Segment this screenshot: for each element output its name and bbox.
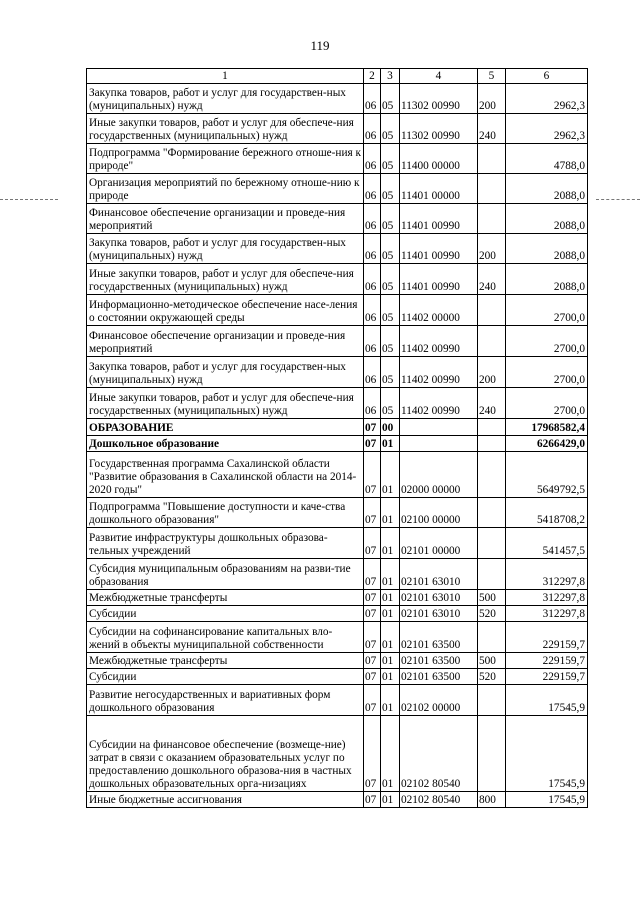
section-code-cell: 07 (364, 653, 381, 669)
expense-type-cell: 240 (478, 114, 506, 144)
row-name-cell: Закупка товаров, работ и услуг для государствен-ных (муниципальных) нужд (87, 357, 364, 388)
row-name-cell: Субсидии (87, 669, 364, 685)
column-header: 6 (506, 69, 588, 84)
amount-cell: 2088,0 (506, 204, 588, 234)
table-row (87, 234, 588, 264)
section-code-cell: 06 (364, 84, 381, 114)
target-article-cell: 02102 80540 (400, 792, 478, 808)
target-article-cell: 02101 00000 (400, 528, 478, 559)
table-row (87, 792, 588, 808)
target-article-cell: 11402 00990 (400, 326, 478, 357)
expense-type-cell (478, 419, 506, 436)
table-row (87, 669, 588, 685)
table-row (87, 452, 588, 498)
section-code-cell: 06 (364, 388, 381, 419)
table-row (87, 590, 588, 606)
row-name-cell: Субсидии на софинансирование капитальных вло-жений в объекты муниципальной собственности (87, 622, 364, 653)
target-article-cell: 11402 00990 (400, 388, 478, 419)
section-code-cell: 07 (364, 606, 381, 622)
subsection-code-cell: 01 (381, 685, 400, 716)
table-row (87, 357, 588, 388)
subsection-code-cell: 01 (381, 590, 400, 606)
column-header: 4 (400, 69, 478, 84)
target-article-cell: 11401 00990 (400, 204, 478, 234)
row-name-cell: Субсидия муниципальным образованиям на разви-тие образования (87, 559, 364, 590)
amount-cell: 6266429,0 (506, 436, 588, 452)
table-row (87, 388, 588, 419)
amount-cell: 4788,0 (506, 144, 588, 174)
amount-cell: 2700,0 (506, 357, 588, 388)
amount-cell: 229159,7 (506, 653, 588, 669)
subsection-code-cell: 01 (381, 436, 400, 452)
section-code-cell: 06 (364, 174, 381, 204)
subsection-code-cell: 01 (381, 792, 400, 808)
page-number: 119 (310, 38, 330, 53)
expense-type-cell: 240 (478, 264, 506, 295)
row-name-cell: Государственная программа Сахалинской области "Развитие образования в Сахалинской области на 2014-2020 годы" (87, 452, 364, 498)
expense-type-cell: 500 (478, 590, 506, 606)
section-code-cell: 07 (364, 419, 381, 436)
row-name-cell: Закупка товаров, работ и услуг для государствен-ных (муниципальных) нужд (87, 234, 364, 264)
subsection-code-cell: 05 (381, 264, 400, 295)
amount-cell: 229159,7 (506, 669, 588, 685)
target-article-cell: 02102 80540 (400, 716, 478, 792)
subsection-code-cell: 01 (381, 528, 400, 559)
row-name-cell: Дошкольное образование (87, 436, 364, 452)
target-article-cell: 02101 63500 (400, 653, 478, 669)
target-article-cell: 02102 00000 (400, 685, 478, 716)
table-row (87, 204, 588, 234)
subsection-code-cell: 05 (381, 357, 400, 388)
target-article-cell: 02101 63500 (400, 669, 478, 685)
section-code-cell: 07 (364, 792, 381, 808)
subsection-code-cell: 01 (381, 559, 400, 590)
section-code-cell: 06 (364, 326, 381, 357)
subsection-code-cell: 01 (381, 498, 400, 528)
section-code-cell: 07 (364, 716, 381, 792)
row-name-cell: Развитие негосударственных и вариативных форм дошкольного образования (87, 685, 364, 716)
amount-cell: 17968582,4 (506, 419, 588, 436)
section-code-cell: 07 (364, 559, 381, 590)
column-header: 5 (478, 69, 506, 84)
table-row (87, 528, 588, 559)
section-code-cell: 06 (364, 114, 381, 144)
table-row (87, 264, 588, 295)
table-row (87, 144, 588, 174)
subsection-code-cell: 05 (381, 295, 400, 326)
table-row (87, 436, 588, 452)
table-row (87, 419, 588, 436)
table-row (87, 622, 588, 653)
subsection-code-cell: 01 (381, 716, 400, 792)
amount-cell: 17545,9 (506, 716, 588, 792)
amount-cell: 2700,0 (506, 388, 588, 419)
section-code-cell: 07 (364, 669, 381, 685)
expense-type-cell: 800 (478, 792, 506, 808)
fold-mark-left (0, 199, 58, 200)
subsection-code-cell: 01 (381, 452, 400, 498)
table-row (87, 653, 588, 669)
budget-table (86, 68, 588, 808)
row-name-cell: ОБРАЗОВАНИЕ (87, 419, 364, 436)
subsection-code-cell: 05 (381, 174, 400, 204)
subsection-code-cell: 01 (381, 653, 400, 669)
subsection-code-cell: 05 (381, 234, 400, 264)
target-article-cell: 02100 00000 (400, 498, 478, 528)
amount-cell: 312297,8 (506, 590, 588, 606)
table-row (87, 326, 588, 357)
target-article-cell: 11402 00000 (400, 295, 478, 326)
column-header: 2 (364, 69, 381, 84)
row-name-cell: Субсидии (87, 606, 364, 622)
target-article-cell: 11302 00990 (400, 114, 478, 144)
target-article-cell (400, 436, 478, 452)
amount-cell: 2088,0 (506, 264, 588, 295)
row-name-cell: Организация мероприятий по бережному отноше-нию к природе (87, 174, 364, 204)
expense-type-cell: 500 (478, 653, 506, 669)
row-name-cell: Финансовое обеспечение организации и проведе-ния мероприятий (87, 326, 364, 357)
expense-type-cell (478, 528, 506, 559)
row-name-cell: Информационно-методическое обеспечение насе-ления о состоянии окружающей среды (87, 295, 364, 326)
section-code-cell: 06 (364, 234, 381, 264)
section-code-cell: 07 (364, 498, 381, 528)
amount-cell: 2700,0 (506, 326, 588, 357)
amount-cell: 229159,7 (506, 622, 588, 653)
section-code-cell: 07 (364, 590, 381, 606)
target-article-cell: 02101 63500 (400, 622, 478, 653)
subsection-code-cell: 01 (381, 669, 400, 685)
row-name-cell: Иные закупки товаров, работ и услуг для обеспече-ния государственных (муниципальных) нужд (87, 264, 364, 295)
expense-type-cell (478, 326, 506, 357)
amount-cell: 312297,8 (506, 559, 588, 590)
expense-type-cell (478, 295, 506, 326)
section-code-cell: 06 (364, 295, 381, 326)
table-row (87, 84, 588, 114)
row-name-cell: Закупка товаров, работ и услуг для государствен-ных (муниципальных) нужд (87, 84, 364, 114)
table-row (87, 716, 588, 792)
table-row (87, 498, 588, 528)
target-article-cell: 11401 00000 (400, 174, 478, 204)
section-code-cell: 06 (364, 144, 381, 174)
row-name-cell: Иные закупки товаров, работ и услуг для обеспече-ния государственных (муниципальных) нужд (87, 388, 364, 419)
subsection-code-cell: 05 (381, 114, 400, 144)
expense-type-cell: 520 (478, 606, 506, 622)
row-name-cell: Субсидии на финансовое обеспечение (возмеще-ние) затрат в связи с оказанием образовательных услуг по предоставлению дошкольного образова-ния в частных дошкольных образовательных орга-низациях (87, 716, 364, 792)
subsection-code-cell: 01 (381, 606, 400, 622)
amount-cell: 541457,5 (506, 528, 588, 559)
section-code-cell: 06 (364, 357, 381, 388)
expense-type-cell (478, 174, 506, 204)
expense-type-cell: 200 (478, 234, 506, 264)
target-article-cell (400, 419, 478, 436)
table-row (87, 174, 588, 204)
subsection-code-cell: 05 (381, 144, 400, 174)
amount-cell: 17545,9 (506, 685, 588, 716)
row-name-cell: Межбюджетные трансферты (87, 653, 364, 669)
expense-type-cell (478, 716, 506, 792)
amount-cell: 2962,3 (506, 114, 588, 144)
expense-type-cell (478, 452, 506, 498)
section-code-cell: 06 (364, 264, 381, 295)
expense-type-cell: 240 (478, 388, 506, 419)
fold-mark-right (596, 199, 640, 200)
section-code-cell: 07 (364, 622, 381, 653)
column-header: 1 (87, 69, 364, 84)
expense-type-cell (478, 622, 506, 653)
amount-cell: 5418708,2 (506, 498, 588, 528)
target-article-cell: 11401 00990 (400, 234, 478, 264)
row-name-cell: Развитие инфраструктуры дошкольных образова-тельных учреждений (87, 528, 364, 559)
subsection-code-cell: 05 (381, 326, 400, 357)
amount-cell: 312297,8 (506, 606, 588, 622)
expense-type-cell: 520 (478, 669, 506, 685)
table-row (87, 606, 588, 622)
table-row (87, 295, 588, 326)
subsection-code-cell: 05 (381, 84, 400, 114)
section-code-cell: 07 (364, 685, 381, 716)
expense-type-cell (478, 685, 506, 716)
row-name-cell: Подпрограмма "Повышение доступности и каче-ства дошкольного образования" (87, 498, 364, 528)
target-article-cell: 11400 00000 (400, 144, 478, 174)
amount-cell: 2962,3 (506, 84, 588, 114)
subsection-code-cell: 01 (381, 622, 400, 653)
expense-type-cell: 200 (478, 357, 506, 388)
table-row (87, 114, 588, 144)
expense-type-cell (478, 144, 506, 174)
subsection-code-cell: 05 (381, 388, 400, 419)
amount-cell: 5649792,5 (506, 452, 588, 498)
subsection-code-cell: 05 (381, 204, 400, 234)
target-article-cell: 11302 00990 (400, 84, 478, 114)
subsection-code-cell: 00 (381, 419, 400, 436)
expense-type-cell (478, 559, 506, 590)
amount-cell: 2088,0 (506, 234, 588, 264)
amount-cell: 17545,9 (506, 792, 588, 808)
expense-type-cell (478, 498, 506, 528)
section-code-cell: 07 (364, 528, 381, 559)
target-article-cell: 02101 63010 (400, 606, 478, 622)
row-name-cell: Финансовое обеспечение организации и проведе-ния мероприятий (87, 204, 364, 234)
expense-type-cell: 200 (478, 84, 506, 114)
target-article-cell: 11401 00990 (400, 264, 478, 295)
target-article-cell: 02101 63010 (400, 590, 478, 606)
row-name-cell: Иные бюджетные ассигнования (87, 792, 364, 808)
section-code-cell: 07 (364, 452, 381, 498)
amount-cell: 2088,0 (506, 174, 588, 204)
target-article-cell: 11402 00990 (400, 357, 478, 388)
section-code-cell: 07 (364, 436, 381, 452)
target-article-cell: 02000 00000 (400, 452, 478, 498)
amount-cell: 2700,0 (506, 295, 588, 326)
table-row (87, 559, 588, 590)
row-name-cell: Межбюджетные трансферты (87, 590, 364, 606)
target-article-cell: 02101 63010 (400, 559, 478, 590)
expense-type-cell (478, 436, 506, 452)
row-name-cell: Иные закупки товаров, работ и услуг для обеспече-ния государственных (муниципальных) нужд (87, 114, 364, 144)
column-header: 3 (381, 69, 400, 84)
table-row (87, 685, 588, 716)
expense-type-cell (478, 204, 506, 234)
table-header-row (87, 69, 588, 84)
section-code-cell: 06 (364, 204, 381, 234)
row-name-cell: Подпрограмма "Формирование бережного отноше-ния к природе" (87, 144, 364, 174)
